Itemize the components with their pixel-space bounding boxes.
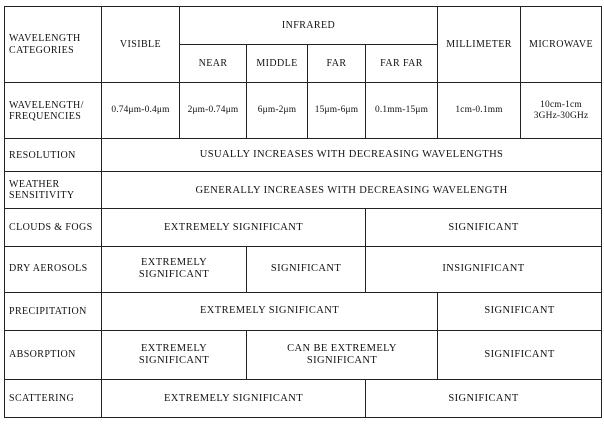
cell-weather-sensitivity-value: GENERALLY INCREASES WITH DECREASING WAVELENGTH [102,172,602,209]
header-categories-label-line2: CATEGORIES [9,44,75,56]
cell-dry-aerosols-visible-near [102,246,247,292]
header-far: FAR [308,45,366,83]
cell-dry-aerosols-far-far-to-microwave: INSIGNIFICANT [366,246,602,292]
row-label-weather-sensitivity [5,172,102,209]
header-visible: VISIBLE [102,7,180,83]
header-far-far: FAR FAR [366,45,438,83]
row-label-wavelength-line2: FREQUENCIES [9,110,82,122]
row-precipitation [5,292,602,330]
header-microwave: MICROWAVE [521,7,602,83]
header-categories-label [5,7,102,83]
cell-absorption-visible-near [102,330,247,379]
cell-scattering-infrared: EXTREMELY SIGNIFICANT [102,379,366,417]
cell-dry-aerosols-a-line2: SIGNIFICANT [138,269,210,281]
row-wavelength-frequencies [5,83,602,139]
row-absorption [5,330,602,379]
row-scattering [5,379,602,417]
cell-absorption-b-line1: CAN BE EXTREMELY [287,343,397,354]
row-clouds-fogs [5,209,602,246]
cell-middle-range: 6μm-2μm [247,83,308,139]
cell-far-far-range: 0.1mm-15μm [366,83,438,139]
cell-absorption-b-line2: SIGNIFICANT [306,354,378,366]
cell-millimeter-range: 1cm-0.1mm [438,83,521,139]
cell-far-range: 15μm-6μm [308,83,366,139]
cell-absorption-millimeter-microwave: SIGNIFICANT [438,330,602,379]
row-label-precipitation: PRECIPITATION [5,292,102,330]
header-middle: MIDDLE [247,45,308,83]
row-label-clouds-fogs: CLOUDS & FOGS [5,209,102,246]
cell-dry-aerosols-middle-far: SIGNIFICANT [247,246,366,292]
cell-resolution-value: USUALLY INCREASES WITH DECREASING WAVELENGTHS [102,139,602,172]
cell-microwave-wavelength: 10cm-1cm [540,100,582,111]
row-label-wavelength-frequencies [5,83,102,139]
cell-absorption-a-line1: EXTREMELY [140,343,208,354]
row-weather-sensitivity [5,172,602,209]
header-row-group [5,7,602,45]
cell-near-range: 2μm-0.74μm [180,83,247,139]
header-near: NEAR [180,45,247,83]
cell-dry-aerosols-a-line1: EXTREMELY [140,257,208,269]
cell-absorption-a-line2: SIGNIFICANT [138,354,210,366]
row-label-dry-aerosols: DRY AEROSOLS [5,246,102,292]
cell-scattering-far-far-to-microwave: SIGNIFICANT [366,379,602,417]
row-label-resolution: RESOLUTION [5,139,102,172]
cell-clouds-fogs-infrared: EXTREMELY SIGNIFICANT [102,209,366,246]
cell-precipitation-visible-to-far-far: EXTREMELY SIGNIFICANT [102,292,438,330]
row-label-weather-line2: SENSITIVITY [9,190,75,202]
cell-microwave-frequency: 3GHz-30GHz [533,110,589,121]
row-label-absorption: ABSORPTION [5,330,102,379]
row-label-wavelength-line1: WAVELENGTH/ [9,99,84,111]
row-label-weather-line1: WEATHER [9,179,60,191]
header-millimeter: MILLIMETER [438,7,521,83]
cell-precipitation-millimeter-microwave: SIGNIFICANT [438,292,602,330]
row-resolution [5,139,602,172]
cell-absorption-middle-to-far-far [247,330,438,379]
header-categories-label-line1: WAVELENGTH [9,33,81,45]
cell-visible-range: 0.74μm-0.4μm [102,83,180,139]
wavelength-characteristics-table [4,6,602,418]
header-infrared-group: INFRARED [180,7,438,45]
cell-microwave-range [521,83,602,139]
row-dry-aerosols [5,246,602,292]
row-label-scattering: SCATTERING [5,379,102,417]
cell-clouds-fogs-far-far-to-microwave: SIGNIFICANT [366,209,602,246]
